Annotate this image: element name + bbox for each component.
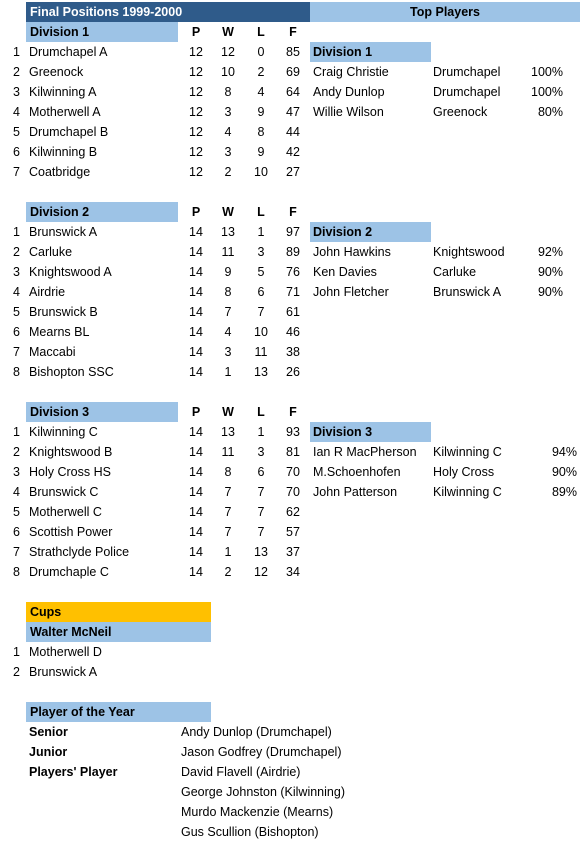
stat-l: 13 — [254, 365, 268, 379]
row-position: 7 — [13, 545, 20, 559]
row-position: 8 — [13, 565, 20, 579]
award-label: Players' Player — [29, 765, 118, 779]
stat-w: 8 — [224, 285, 232, 299]
player-club: Drumchapel — [433, 65, 501, 79]
stat-f: 76 — [286, 265, 300, 279]
stat-l: 5 — [257, 265, 265, 279]
stat-l: 1 — [257, 225, 265, 239]
stat-l: 10 — [254, 325, 268, 339]
stat-w: 4 — [224, 325, 232, 339]
player-name: John Hawkins — [313, 245, 391, 259]
stat-f: 46 — [286, 325, 300, 339]
stat-w: 2 — [224, 165, 232, 179]
row-position: 1 — [13, 425, 20, 439]
cup-position: 2 — [13, 665, 20, 679]
player-percent: 94% — [551, 445, 577, 459]
stat-p: 14 — [189, 565, 203, 579]
stat-l: 6 — [257, 285, 265, 299]
row-position: 5 — [13, 305, 20, 319]
award-winner: Murdo Mackenzie (Mearns) — [181, 805, 334, 819]
row-position: 6 — [13, 145, 20, 159]
stat-f: 89 — [286, 245, 300, 259]
player-percent: 90% — [537, 285, 563, 299]
top-players-division-header: Division 1 — [310, 42, 431, 62]
top-players-title: Top Players — [310, 2, 580, 22]
row-position: 1 — [13, 45, 20, 59]
row-position: 3 — [13, 265, 20, 279]
stat-l: 7 — [257, 505, 265, 519]
stat-w: 3 — [224, 345, 232, 359]
row-position: 5 — [13, 125, 20, 139]
stat-p: 14 — [189, 365, 203, 379]
stat-f: 97 — [286, 225, 300, 239]
row-position: 2 — [13, 65, 20, 79]
stat-w: 3 — [224, 145, 232, 159]
stat-w: 12 — [221, 45, 235, 59]
column-header-w: W — [222, 25, 234, 39]
row-position: 5 — [13, 505, 20, 519]
stat-f: 57 — [286, 525, 300, 539]
stat-l: 9 — [257, 105, 265, 119]
cups-header: Cups — [26, 602, 211, 622]
row-position: 8 — [13, 365, 20, 379]
stat-w: 13 — [221, 425, 235, 439]
stat-p: 14 — [189, 485, 203, 499]
player-percent: 100% — [531, 65, 563, 79]
division-header: Division 1 — [26, 22, 178, 42]
player-name: M.Schoenhofen — [313, 465, 401, 479]
column-header-f: F — [289, 405, 297, 419]
stat-f: 71 — [286, 285, 300, 299]
player-percent: 89% — [551, 485, 577, 499]
team-name: Scottish Power — [29, 525, 113, 539]
player-club: Greenock — [433, 105, 488, 119]
team-name: Brunswick B — [29, 305, 98, 319]
row-position: 4 — [13, 485, 20, 499]
stat-w: 1 — [224, 545, 232, 559]
stat-l: 1 — [257, 425, 265, 439]
team-name: Motherwell A — [29, 105, 101, 119]
stat-p: 14 — [189, 465, 203, 479]
team-name: Bishopton SSC — [29, 365, 114, 379]
stat-l: 7 — [257, 305, 265, 319]
row-position: 3 — [13, 85, 20, 99]
stat-p: 14 — [189, 285, 203, 299]
award-label: Senior — [29, 725, 68, 739]
stat-w: 7 — [224, 525, 232, 539]
team-name: Brunswick A — [29, 225, 98, 239]
column-header-l: L — [257, 405, 265, 419]
row-position: 7 — [13, 345, 20, 359]
row-position: 1 — [13, 225, 20, 239]
stat-p: 14 — [189, 425, 203, 439]
player-name: John Patterson — [313, 485, 398, 499]
stat-w: 8 — [224, 85, 232, 99]
player-name: John Fletcher — [313, 285, 389, 299]
stat-w: 13 — [221, 225, 235, 239]
team-name: Carluke — [29, 245, 73, 259]
award-winner: Jason Godfrey (Drumchapel) — [181, 745, 342, 759]
player-name: Ken Davies — [313, 265, 377, 279]
team-name: Mearns BL — [29, 325, 90, 339]
stat-p: 14 — [189, 525, 203, 539]
column-header-p: P — [191, 405, 201, 419]
player-club: Carluke — [433, 265, 477, 279]
stat-w: 11 — [221, 245, 235, 259]
page-title: Final Positions 1999-2000 — [26, 2, 310, 22]
stat-l: 13 — [254, 545, 268, 559]
cup-name-header: Walter McNeil — [26, 622, 211, 642]
cup-team: Motherwell D — [29, 645, 102, 659]
stat-p: 14 — [189, 225, 203, 239]
stat-f: 34 — [286, 565, 300, 579]
team-name: Drumchapel A — [29, 45, 108, 59]
team-name: Kilwinning B — [29, 145, 98, 159]
stat-f: 38 — [286, 345, 300, 359]
player-club: Kilwinning C — [433, 485, 502, 499]
stat-l: 4 — [257, 85, 265, 99]
row-position: 2 — [13, 245, 20, 259]
team-name: Coatbridge — [29, 165, 91, 179]
team-name: Greenock — [29, 65, 84, 79]
stat-w: 2 — [224, 565, 232, 579]
stat-w: 7 — [224, 305, 232, 319]
team-name: Drumchaple C — [29, 565, 109, 579]
stat-f: 70 — [286, 485, 300, 499]
team-name: Kilwinning C — [29, 425, 98, 439]
stat-l: 9 — [257, 145, 265, 159]
team-name: Kilwinning A — [29, 85, 97, 99]
row-position: 2 — [13, 445, 20, 459]
stat-l: 11 — [254, 345, 268, 359]
stat-p: 12 — [189, 105, 203, 119]
stat-w: 11 — [221, 445, 235, 459]
cup-team: Brunswick A — [29, 665, 98, 679]
stat-w: 8 — [224, 465, 232, 479]
top-players-division-header: Division 2 — [310, 222, 431, 242]
player-percent: 100% — [531, 85, 563, 99]
stat-f: 69 — [286, 65, 300, 79]
team-name: Drumchapel B — [29, 125, 109, 139]
stat-p: 14 — [189, 305, 203, 319]
row-position: 4 — [13, 285, 20, 299]
division-header: Division 2 — [26, 202, 178, 222]
column-header-w: W — [222, 205, 234, 219]
column-header-l: L — [257, 205, 265, 219]
stat-p: 14 — [189, 505, 203, 519]
award-winner: Andy Dunlop (Drumchapel) — [181, 725, 332, 739]
player-club: Knightswood — [433, 245, 505, 259]
stat-p: 12 — [189, 65, 203, 79]
player-name: Willie Wilson — [313, 105, 384, 119]
division-header: Division 3 — [26, 402, 178, 422]
row-position: 6 — [13, 325, 20, 339]
stat-p: 14 — [189, 545, 203, 559]
stat-f: 70 — [286, 465, 300, 479]
stat-w: 7 — [224, 485, 232, 499]
stat-p: 14 — [189, 245, 203, 259]
stat-p: 12 — [189, 165, 203, 179]
stat-l: 3 — [257, 445, 265, 459]
player-percent: 90% — [537, 265, 563, 279]
team-name: Motherwell C — [29, 505, 102, 519]
stat-l: 12 — [254, 565, 268, 579]
team-name: Holy Cross HS — [29, 465, 111, 479]
stat-p: 14 — [189, 325, 203, 339]
team-name: Strathclyde Police — [29, 545, 130, 559]
stat-w: 9 — [224, 265, 232, 279]
stat-f: 81 — [286, 445, 300, 459]
column-header-p: P — [191, 205, 201, 219]
stat-f: 27 — [286, 165, 300, 179]
player-name: Andy Dunlop — [313, 85, 385, 99]
player-name: Craig Christie — [313, 65, 389, 79]
stat-w: 3 — [224, 105, 232, 119]
stat-w: 10 — [221, 65, 235, 79]
stat-p: 12 — [189, 145, 203, 159]
player-of-year-header: Player of the Year — [26, 702, 211, 722]
team-name: Maccabi — [29, 345, 76, 359]
team-name: Knightswood A — [29, 265, 112, 279]
stat-f: 64 — [286, 85, 300, 99]
player-club: Brunswick A — [433, 285, 502, 299]
team-name: Brunswick C — [29, 485, 99, 499]
row-position: 7 — [13, 165, 20, 179]
column-header-l: L — [257, 25, 265, 39]
stat-f: 93 — [286, 425, 300, 439]
top-players-division-header: Division 3 — [310, 422, 431, 442]
stat-p: 14 — [189, 345, 203, 359]
award-winner: George Johnston (Kilwinning) — [181, 785, 345, 799]
player-percent: 80% — [537, 105, 563, 119]
stat-p: 14 — [189, 445, 203, 459]
stat-f: 37 — [286, 545, 300, 559]
stat-f: 85 — [286, 45, 300, 59]
stat-l: 6 — [257, 465, 265, 479]
player-percent: 92% — [537, 245, 563, 259]
stat-f: 47 — [286, 105, 300, 119]
stat-l: 8 — [257, 125, 265, 139]
column-header-f: F — [289, 205, 297, 219]
row-position: 3 — [13, 465, 20, 479]
column-header-p: P — [191, 25, 201, 39]
team-name: Airdrie — [29, 285, 66, 299]
stat-p: 12 — [189, 125, 203, 139]
stat-p: 14 — [189, 265, 203, 279]
stat-p: 12 — [189, 45, 203, 59]
column-header-f: F — [289, 25, 297, 39]
award-label: Junior — [29, 745, 68, 759]
player-percent: 90% — [551, 465, 577, 479]
stat-w: 7 — [224, 505, 232, 519]
stat-w: 4 — [224, 125, 232, 139]
player-club: Drumchapel — [433, 85, 501, 99]
award-winner: Gus Scullion (Bishopton) — [181, 825, 319, 839]
row-position: 4 — [13, 105, 20, 119]
player-club: Holy Cross — [433, 465, 495, 479]
stat-f: 44 — [286, 125, 300, 139]
cup-position: 1 — [13, 645, 20, 659]
stat-f: 26 — [286, 365, 300, 379]
stat-l: 7 — [257, 525, 265, 539]
stat-w: 1 — [224, 365, 232, 379]
award-winner: David Flavell (Airdrie) — [181, 765, 301, 779]
stat-f: 42 — [286, 145, 300, 159]
stat-l: 2 — [257, 65, 265, 79]
stat-l: 7 — [257, 485, 265, 499]
row-position: 6 — [13, 525, 20, 539]
player-name: Ian R MacPherson — [313, 445, 417, 459]
stat-l: 10 — [254, 165, 268, 179]
stat-p: 12 — [189, 85, 203, 99]
stat-l: 0 — [257, 45, 265, 59]
stat-f: 62 — [286, 505, 300, 519]
team-name: Knightswood B — [29, 445, 113, 459]
stat-f: 61 — [286, 305, 300, 319]
column-header-w: W — [222, 405, 234, 419]
player-club: Kilwinning C — [433, 445, 502, 459]
stat-l: 3 — [257, 245, 265, 259]
